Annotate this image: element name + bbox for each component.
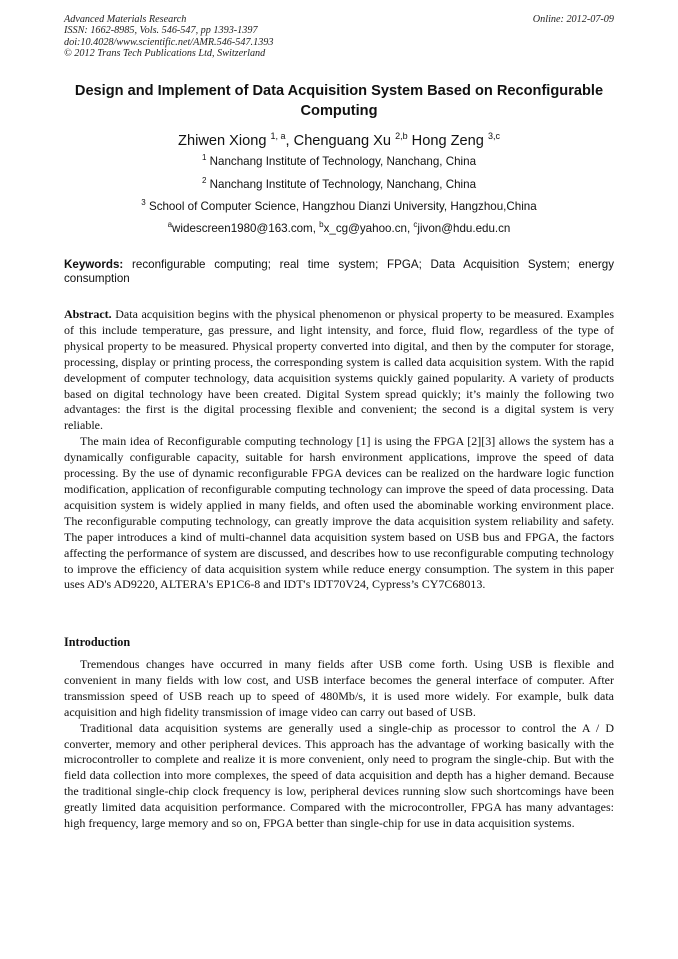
affiliation-1 (64, 155, 614, 169)
author-name: Hong Zeng (411, 133, 488, 149)
author-list (64, 131, 614, 151)
keywords-label: Keywords: (64, 258, 124, 271)
author-separator: , (285, 133, 294, 149)
affiliation-2 (64, 178, 614, 192)
journal-copyright: © 2012 Trans Tech Publications Ltd, Switzerland (64, 48, 266, 60)
affiliation-text: School of Computer Science, Hangzhou Dianzi University, Hangzhou,China (145, 200, 537, 213)
introduction-paragraph-2: Traditional data acquisition systems are generally used a single-chip as processor to control the A / D converter, memory and other peripheral devices. This approach has the advantage of working basically with the microcontroller to complete and realize it is more convenient, only need to program the single-chip. But with the field data collection into more complexes, the speed of data acquisition and depth has a higher demand. Because the traditional single-chip clock frequency is low, peripheral devices running slow such shortcomings have been greatly limited data acquisition performance. Compared with the microcontroller, FPGA has many advantages: high frequency, large memory and so on, FPGA better than single-chip for use in data acquisition systems. (64, 720, 614, 831)
email-mark: a (167, 220, 173, 229)
abstract (64, 307, 614, 593)
author-affiliation-mark: 2,b (395, 131, 408, 141)
affiliation-3 (64, 200, 614, 214)
author-emails (64, 222, 614, 236)
keywords (64, 258, 614, 286)
journal-name: Advanced Materials Research (64, 14, 187, 25)
introduction-paragraph-1: Tremendous changes have occurred in many fields after USB come forth. Using USB is flexible and convenient in many fields with low cost, and USB interface becomes the general interface of computer. After transmission speed of USB reach up to speed of 480Mb/s, it is used more widely. For example, bulk data acquisition and high fidelity transmission of image video can carry out based of USB. (64, 657, 614, 719)
section-heading-introduction: Introduction (64, 635, 131, 649)
online-date: Online: 2012-07-09 (532, 14, 614, 25)
journal-header (64, 14, 484, 60)
author-name: Zhiwen Xiong (178, 133, 271, 149)
author-name: Chenguang Xu (293, 133, 396, 149)
email-mark: b (319, 220, 324, 229)
author-affiliation-mark: 1, a (270, 131, 286, 141)
introduction-body (64, 657, 614, 832)
affiliation-text: Nanchang Institute of Technology, Nanchang, China (206, 155, 477, 168)
keywords-text: reconfigurable computing; real time system; FPGA; Data Acquisition System; energy consumption (64, 258, 614, 285)
email-text: widescreen1980@163.com, (172, 222, 320, 235)
affiliation-number: 2 (201, 176, 207, 185)
paper-title: Design and Implement of Data Acquisition System Based on Reconfigurable Computing (74, 83, 604, 119)
email-text: x_cg@yahoo.cn, (323, 222, 414, 235)
abstract-label: Abstract. (64, 307, 112, 321)
journal-doi: doi:10.4028/www.scientific.net/AMR.546-547.1393 (64, 36, 274, 48)
affiliation-number: 3 (141, 198, 146, 207)
abstract-paragraph-2: The main idea of Reconfigurable computing technology [1] is using the FPGA [2][3] allows the system has a dynamically configurable capacity, suitable for harsh environment applications, improve the speed of data processing. By the use of dynamic reconfigurable FPGA devices can be realized on the hardware logic function modification, application of reconfigurable computing technology can improve the speed of data processing. Data acquisition system is widely applied in many fields, and often used the abominable working environment place. The reconfigurable computing technology, can greatly improve the data acquisition system reliability and safety. The paper introduces a kind of multi-channel data acquisition system based on USB bus and FPGA, the factors affecting the performance of system are discussed, and describes how to use reconfigurable computing technology to improve the efficiency of data acquisition system while reduce energy consumption. The system in this paper uses AD's AD9220, ALTERA's EP1C6-8 and IDT's IDT70V24, Cypress’s CY7C68013. (64, 434, 614, 592)
abstract-text: Data acquisition begins with the physical phenomenon or physical property to be measured. Examples of this include temperature, gas pressure, and light intensity, and force, fluid flow, regardless of the type of physical property to be measured. Physical property converted into digital, and then by the computer for storage, processing, display or printing process, the corresponding system is called data acquisition system. With the rapid development of computer technology, data acquisition systems quickly gained popularity. A variety of products based on digital technology have been created. Digital System spread quickly; it’s mainly the following two advantages: the first is the digital processing flexible and convenient; the second is a digital system is very reliable. (64, 307, 614, 433)
affiliation-text: Nanchang Institute of Technology, Nanchang, China (206, 178, 477, 191)
abstract-paragraph-1 (64, 307, 614, 434)
author-affiliation-mark: 3,c (487, 131, 500, 141)
email-text: jivon@hdu.edu.cn (417, 222, 511, 235)
affiliation-number: 1 (201, 153, 207, 162)
journal-issn: ISSN: 1662-8985, Vols. 546-547, pp 1393-1397 (64, 25, 258, 37)
email-mark: c (413, 220, 418, 229)
